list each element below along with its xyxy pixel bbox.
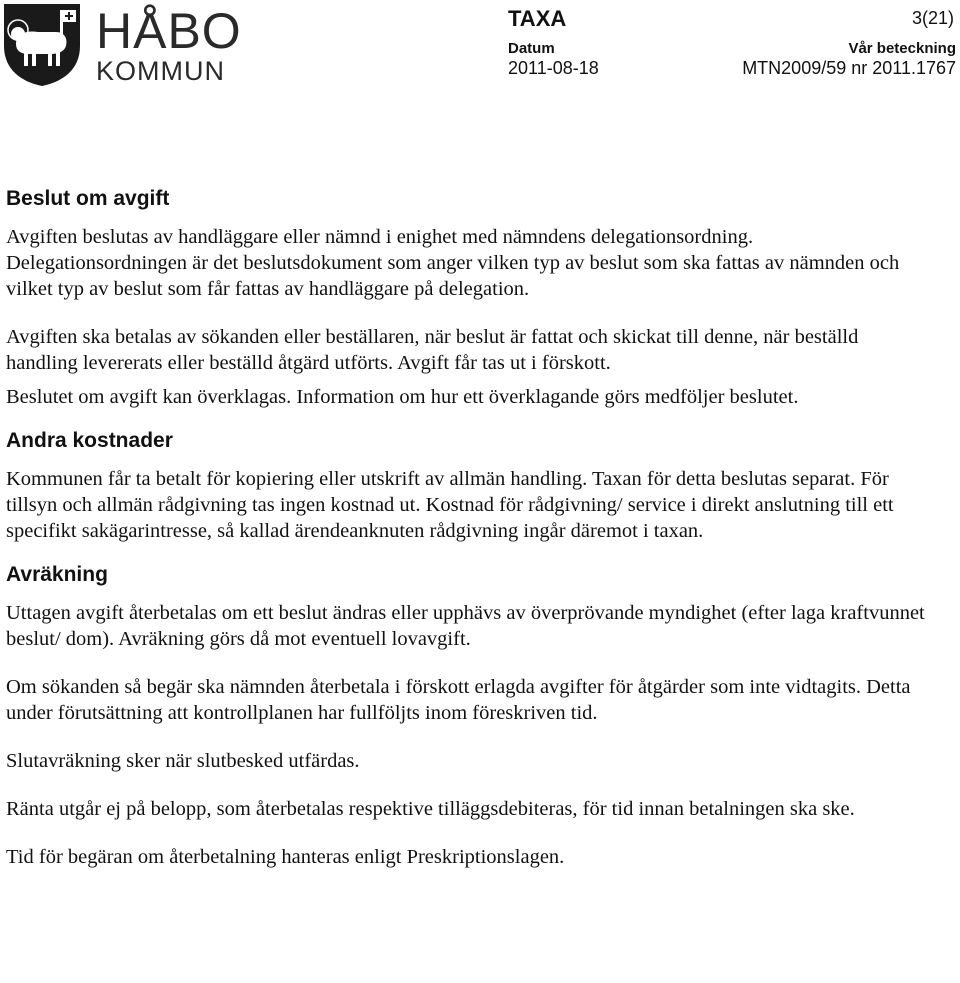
- section-heading-beslut: Beslut om avgift: [6, 187, 170, 210]
- paragraph: Tid för begäran om återbetalning hanteras enligt Preskriptionslagen.: [6, 846, 565, 868]
- reference-value: MTN2009/59 nr 2011.1767: [742, 58, 956, 78]
- date-value: 2011-08-18: [508, 58, 599, 78]
- date-label: Datum: [508, 40, 555, 57]
- coat-of-arms-icon: [0, 0, 84, 86]
- document-body: [6, 182, 926, 870]
- paragraph: Avgiften ska betalas av sökanden eller beställaren, när beslut är fattat och skickat till denne, när beställd handling levererats eller beställd åtgärd utförts. Avgift får tas ut i förskott.: [6, 326, 859, 374]
- section-heading-andra-kostnader: Andra kostnader: [6, 429, 173, 452]
- paragraph: Avgiften beslutas av handläggare eller nämnd i enighet med nämndens delegationsordning. Delegationsordningen är det beslutsdokument som anger vilken typ av beslut som ska fattas av nämnden och vilket typ av beslut som får fattas av handläggare på delegation.: [6, 226, 900, 300]
- paragraph: Om sökanden så begär ska nämnden återbetala i förskott erlagda avgifter för åtgärder som inte vidtagits. Detta under förutsättning att kontrollplanen har fullföljts inom föreskriven tid.: [6, 676, 911, 724]
- paragraph: Uttagen avgift återbetalas om ett beslut ändras eller upphävs av överprövande myndighet (efter laga kraftvunnet beslut/ dom). Avräkning görs då mot eventuell lovavgift.: [6, 602, 925, 650]
- page-number: 3(21): [911, 8, 954, 28]
- paragraph: Ränta utgår ej på belopp, som återbetalas respektive tilläggsdebiteras, för tid innan betalningen ska ske.: [6, 798, 855, 820]
- logo-subtitle: KOMMUN: [96, 56, 225, 86]
- section-heading-avrakning: Avräkning: [6, 563, 108, 586]
- paragraph: Kommunen får ta betalt för kopiering eller utskrift av allmän handling. Taxan för detta beslutas separat. För tillsyn och allmän rådgivning tas ingen kostnad ut. Kostnad för rådgivning/ service i direkt anslutning till ett specifikt sakägarintresse, så kallad ärendeanknuten rådgivning ingår däremot i taxan.: [6, 468, 894, 542]
- document-type: TAXA: [508, 6, 567, 31]
- paragraph: Beslutet om avgift kan överklagas. Information om hur ett överklagande görs medföljer beslutet.: [6, 386, 799, 408]
- logo-wordmark: HÅBO: [96, 3, 242, 59]
- paragraph: Slutavräkning sker när slutbesked utfärdas.: [6, 750, 360, 772]
- municipality-logo: [0, 0, 240, 90]
- reference-label: Vår beteckning: [848, 40, 956, 57]
